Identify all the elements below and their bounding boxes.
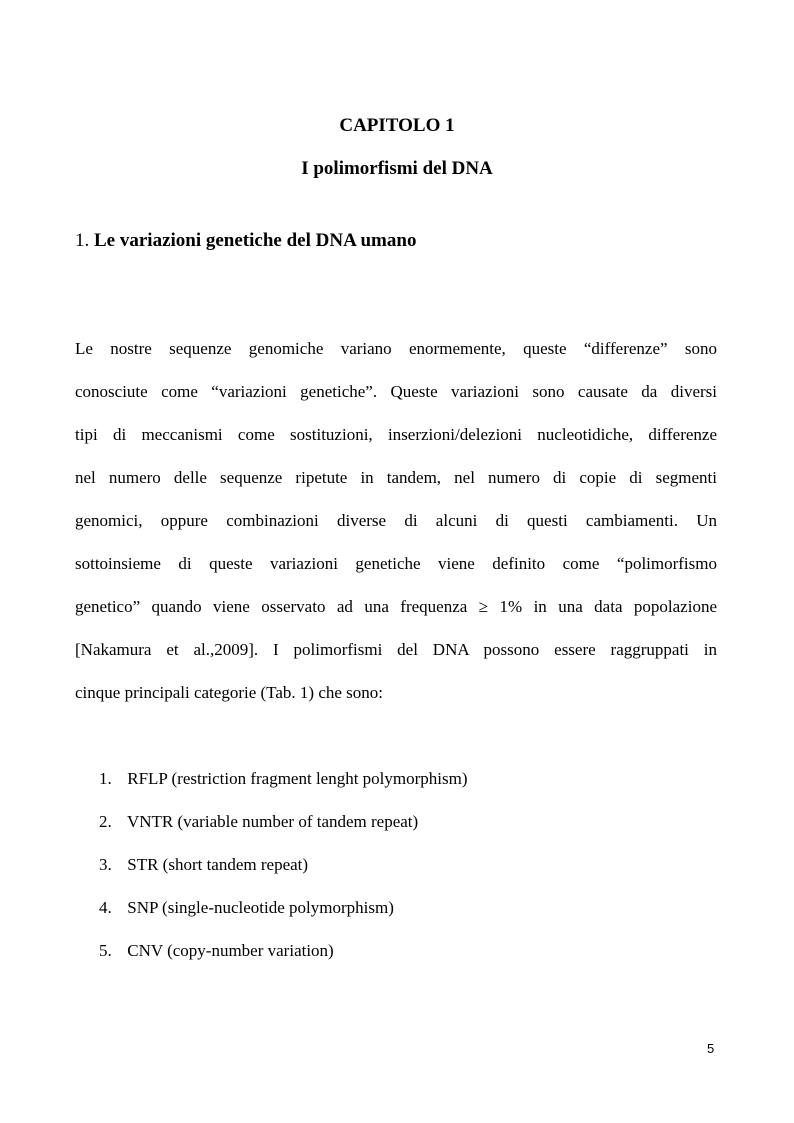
section-number: 1. bbox=[75, 230, 90, 251]
list-item-text: SNP (single-nucleotide polymorphism) bbox=[127, 898, 394, 917]
section-heading bbox=[75, 228, 416, 254]
paragraph-line: [Nakamura et al.,2009]. I polimorfismi del DNA possono essere raggruppati in bbox=[75, 640, 717, 659]
list-item-number: 2. bbox=[99, 812, 112, 831]
paragraph-line: conosciute come “variazioni genetiche”. Queste variazioni sono causate da diversi bbox=[75, 382, 717, 401]
list-item-text: RFLP (restriction fragment lenght polymorphism) bbox=[127, 769, 468, 788]
paragraph-line: tipi di meccanismi come sostituzioni, inserzioni/delezioni nucleotidiche, differenze bbox=[75, 425, 717, 444]
list-item-number: 5. bbox=[99, 941, 112, 960]
paragraph-line: sottoinsieme di queste variazioni genetiche viene definito come “polimorfismo bbox=[75, 554, 717, 573]
list-item bbox=[99, 852, 468, 895]
chapter-title: I polimorfismi del DNA bbox=[301, 158, 493, 179]
paragraph-line: cinque principali categorie (Tab. 1) che sono: bbox=[75, 683, 383, 702]
page-number: 5 bbox=[707, 1041, 715, 1056]
body-paragraph bbox=[75, 336, 717, 723]
list-item-text: VNTR (variable number of tandem repeat) bbox=[126, 812, 419, 831]
list-item bbox=[99, 938, 468, 981]
list-item bbox=[99, 895, 468, 938]
list-item-number: 3. bbox=[99, 855, 112, 874]
list-item-number: 1. bbox=[99, 769, 112, 788]
polymorphism-category-list bbox=[99, 766, 468, 981]
paragraph-line: genetico” quando viene osservato ad una frequenza ≥ 1% in una data popolazione bbox=[75, 597, 717, 616]
list-item-number: 4. bbox=[99, 898, 112, 917]
list-item bbox=[99, 766, 468, 809]
list-item-text: STR (short tandem repeat) bbox=[127, 855, 309, 874]
paragraph-line: Le nostre sequenze genomiche variano enormemente, queste “differenze” sono bbox=[75, 339, 717, 358]
list-item-text: CNV (copy-number variation) bbox=[127, 941, 334, 960]
section-title: Le variazioni genetiche del DNA umano bbox=[94, 230, 417, 251]
paragraph-line: genomici, oppure combinazioni diverse di alcuni di questi cambiamenti. Un bbox=[75, 511, 717, 530]
chapter-heading: CAPITOLO 1 bbox=[339, 115, 455, 136]
paragraph-line: nel numero delle sequenze ripetute in tandem, nel numero di copie di segmenti bbox=[75, 468, 717, 487]
list-item bbox=[99, 809, 468, 852]
